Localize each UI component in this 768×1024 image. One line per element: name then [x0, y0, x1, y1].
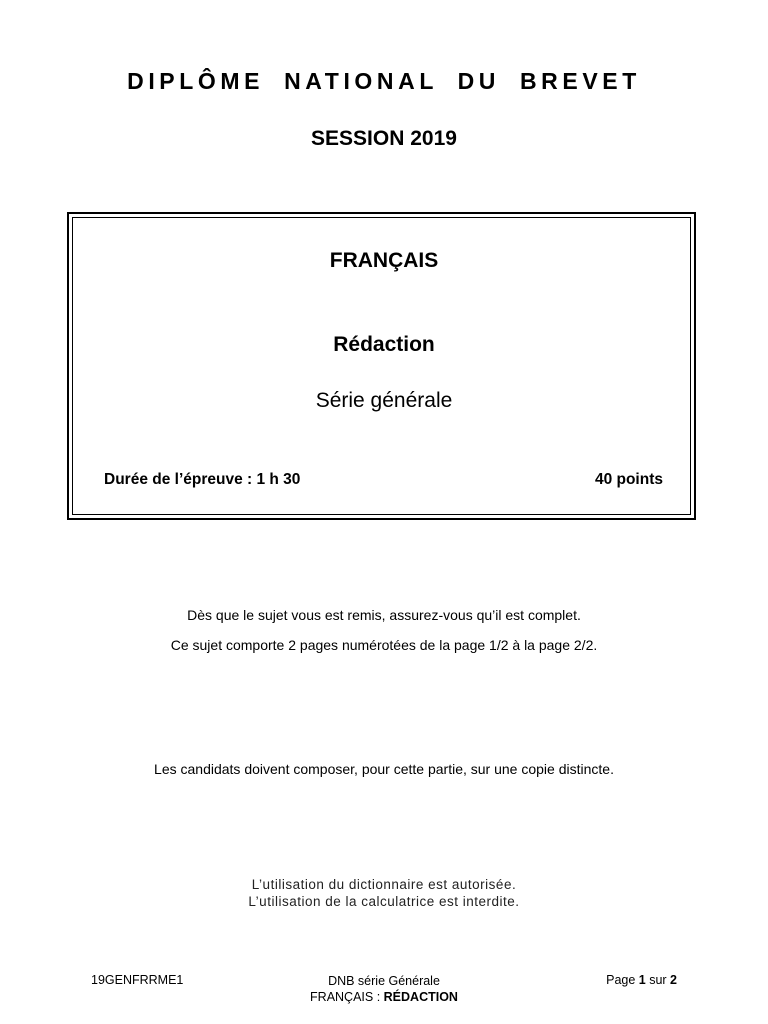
section-name: Rédaction — [333, 333, 435, 356]
duration-label: Durée de l’épreuve : — [104, 471, 257, 488]
footer-page-prefix: Page — [606, 973, 639, 987]
completeness-notice: Dès que le sujet vous est remis, assurez-vous qu’il est complet. — [187, 607, 581, 623]
calculator-rule: L’utilisation de la calculatrice est interdite. — [248, 894, 520, 909]
footer-subject-line — [234, 989, 534, 1005]
footer-exam-label: DNB série Générale — [328, 974, 440, 988]
footer-page-total: 2 — [670, 973, 677, 987]
session-title: SESSION 2019 — [311, 127, 457, 150]
footer-subject-prefix: FRANÇAIS : — [310, 990, 384, 1004]
footer-subject-section: RÉDACTION — [383, 990, 458, 1004]
series-name: Série générale — [315, 389, 453, 412]
dictionary-rule: L’utilisation du dictionnaire est autorisée. — [251, 877, 517, 892]
footer-page-current: 1 — [638, 973, 646, 987]
footer-exam-code: 19GENFRRME1 — [91, 973, 184, 987]
exam-points: 40 points — [594, 471, 663, 488]
exam-duration — [104, 471, 300, 489]
answer-sheet-notice: Les candidats doivent composer, pour cette partie, sur une copie distincte. — [154, 761, 614, 777]
page-count-notice: Ce sujet comporte 2 pages numérotées de la page 1/2 à la page 2/2. — [170, 637, 598, 653]
footer-page-middle: sur — [645, 973, 671, 987]
subject-name: FRANÇAIS — [329, 249, 439, 272]
duration-value: 1 h 30 — [256, 471, 301, 488]
footer-page-number — [606, 973, 677, 987]
exam-title: DIPLÔME NATIONAL DU BREVET — [127, 68, 641, 94]
footer-exam-info — [234, 973, 534, 1005]
